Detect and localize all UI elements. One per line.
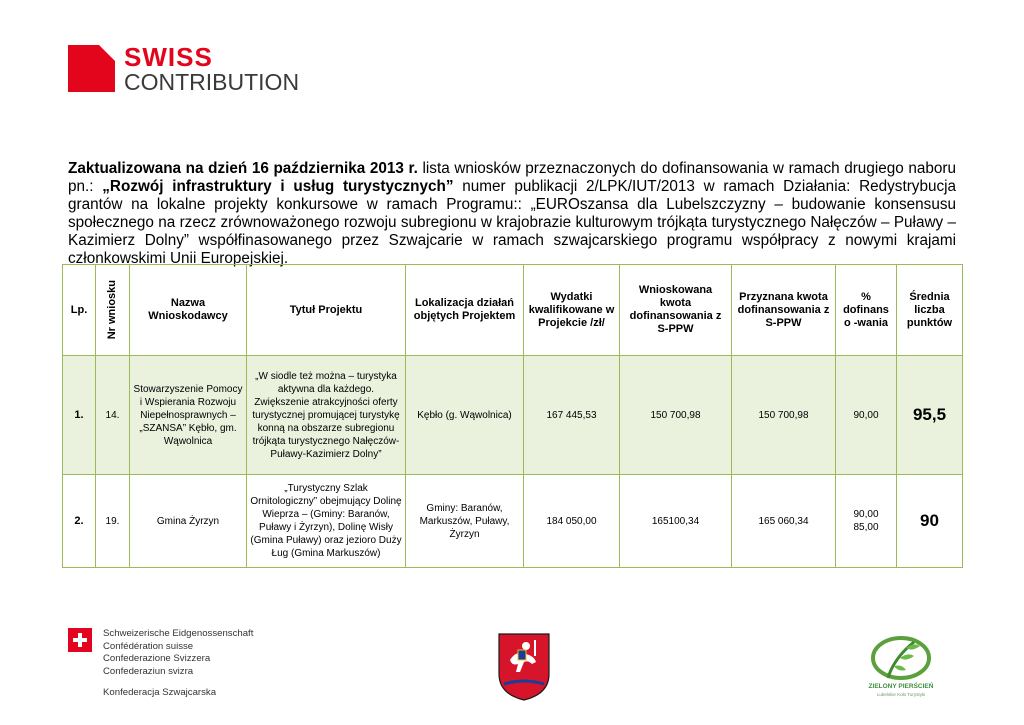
row-score: 95,5 (897, 356, 963, 475)
row-percent-2: 85,00 (853, 522, 879, 533)
confed-line: Schweizerische Eidgenossenschaft (103, 628, 254, 639)
confed-line: Confederazione Svizzera (103, 653, 211, 664)
header-requested: Wnioskowana kwota dofinansowania z S-PPW (620, 265, 732, 356)
logo-brand-line1: SWISS (124, 42, 213, 72)
confederation-polish-name: Konfederacja Szwajcarska (103, 687, 217, 698)
intro-date: Zaktualizowana na dzień 16 października 2013 r. (68, 160, 418, 177)
intro-paragraph (68, 160, 956, 268)
row-requested: 150 700,98 (620, 356, 732, 475)
row-score: 90 (897, 475, 963, 568)
row-percent: 90,00 (836, 356, 897, 475)
header-nr-label: Nr wniosku (106, 280, 118, 340)
row-applicant: Stowarzyszenie Pomocy i Wspierania Rozwoju Niepełnosprawnych – „SZANSA” Kębło, gm. Wąwolnica (130, 356, 247, 475)
header-nr (96, 265, 130, 356)
header-lp: Lp. (63, 265, 96, 356)
header-title: Tytuł Projektu (247, 265, 406, 356)
row-title: „W siodle też można – turystyka aktywna dla każdego. Zwiększenie atrakcyjności oferty turystycznej promującej turystykę konną na obszarze subregionu trójkąta turystycznego Nałęczów-Puławy-Kazimierz Dolny” (247, 356, 406, 475)
header-expenses: Wydatki kwalifikowane w Projekcie /zł/ (524, 265, 620, 356)
intro-text-1: lista wniosków przeznaczonych do dofinansowania w ramach drugiego naboru pn.: (68, 160, 956, 195)
intro-text-2: numer publikacji 2/LPK/IUT/2013 w ramach Działania: Redystrybucja grantów na lokalne projekty konkursowe w ramach Programu:: „EUROszansa dla Lubelszczyzny – budowanie konsensusu społecznego na rzecz zrównoważonego rozwoju subregionu w krajobrazie kulturowym trójkąta turystycznego Nałęczów – Puławy – Kazimierz Dolny” współfinasowanego przez Szwajcarie w ramach szwajcarskiego programu współpracy z nowymi krajami członkowskimi Unii Europejskiej. (68, 178, 957, 267)
zielony-pierscien-logo-icon (864, 634, 938, 684)
header-percent: % dofinans o -wania (836, 265, 897, 356)
row-percent-1: 90,00 (853, 509, 879, 520)
header-score: Średnia liczba punktów (897, 265, 963, 356)
row-title: „Turystyczny Szlak Ornitologiczny” obejmujący Dolinę Wieprza – (Gminy: Baranów, Puławy i Żyrzyn), Dolinę Wisły (Gmina Puławy) oraz jezioro Duży Ług (Gmina Markuszów) (247, 475, 406, 568)
row-applicant: Gmina Żyrzyn (130, 475, 247, 568)
row-requested: 165100,34 (620, 475, 732, 568)
header-applicant: Nazwa Wnioskodawcy (130, 265, 247, 356)
row-nr: 19. (96, 475, 130, 568)
row-percent (836, 475, 897, 568)
logo-brand-line2: CONTRIBUTION (124, 69, 300, 95)
confed-line: Confederaziun svizra (103, 665, 194, 677)
row-nr: 14. (96, 356, 130, 475)
row-granted: 150 700,98 (732, 356, 836, 475)
row-expenses: 184 050,00 (524, 475, 620, 568)
row-location: Gminy: Baranów, Markuszów, Puławy, Żyrzyn (406, 475, 524, 568)
ring-logo-title: ZIELONY PIERŚCIEŃ (868, 683, 934, 690)
row-lp: 2. (63, 475, 96, 568)
table-row (63, 475, 963, 568)
row-expenses: 167 445,53 (524, 356, 620, 475)
table-row (63, 356, 963, 475)
header-location: Lokalizacja działań objętych Projektem (406, 265, 524, 356)
swiss-logo-square-icon (68, 45, 115, 92)
confed-line: Confédération suisse (103, 640, 194, 652)
lubelskie-coat-of-arms-icon (496, 632, 552, 702)
header-granted: Przyznana kwota dofinansowania z S-PPW (732, 265, 836, 356)
swiss-contribution-logo (68, 42, 300, 95)
table-header-row (63, 265, 963, 356)
confederation-names (103, 628, 253, 678)
row-granted: 165 060,34 (732, 475, 836, 568)
row-location: Kębło (g. Wąwolnica) (406, 356, 524, 475)
intro-call-title: „Rozwój infrastruktury i usług turystycznych” (102, 178, 454, 195)
projects-table (62, 264, 963, 568)
row-lp: 1. (63, 356, 96, 475)
ring-logo-subtitle: Lubelskie Koło Turystyki (876, 692, 926, 697)
swiss-flag-icon (68, 628, 92, 652)
